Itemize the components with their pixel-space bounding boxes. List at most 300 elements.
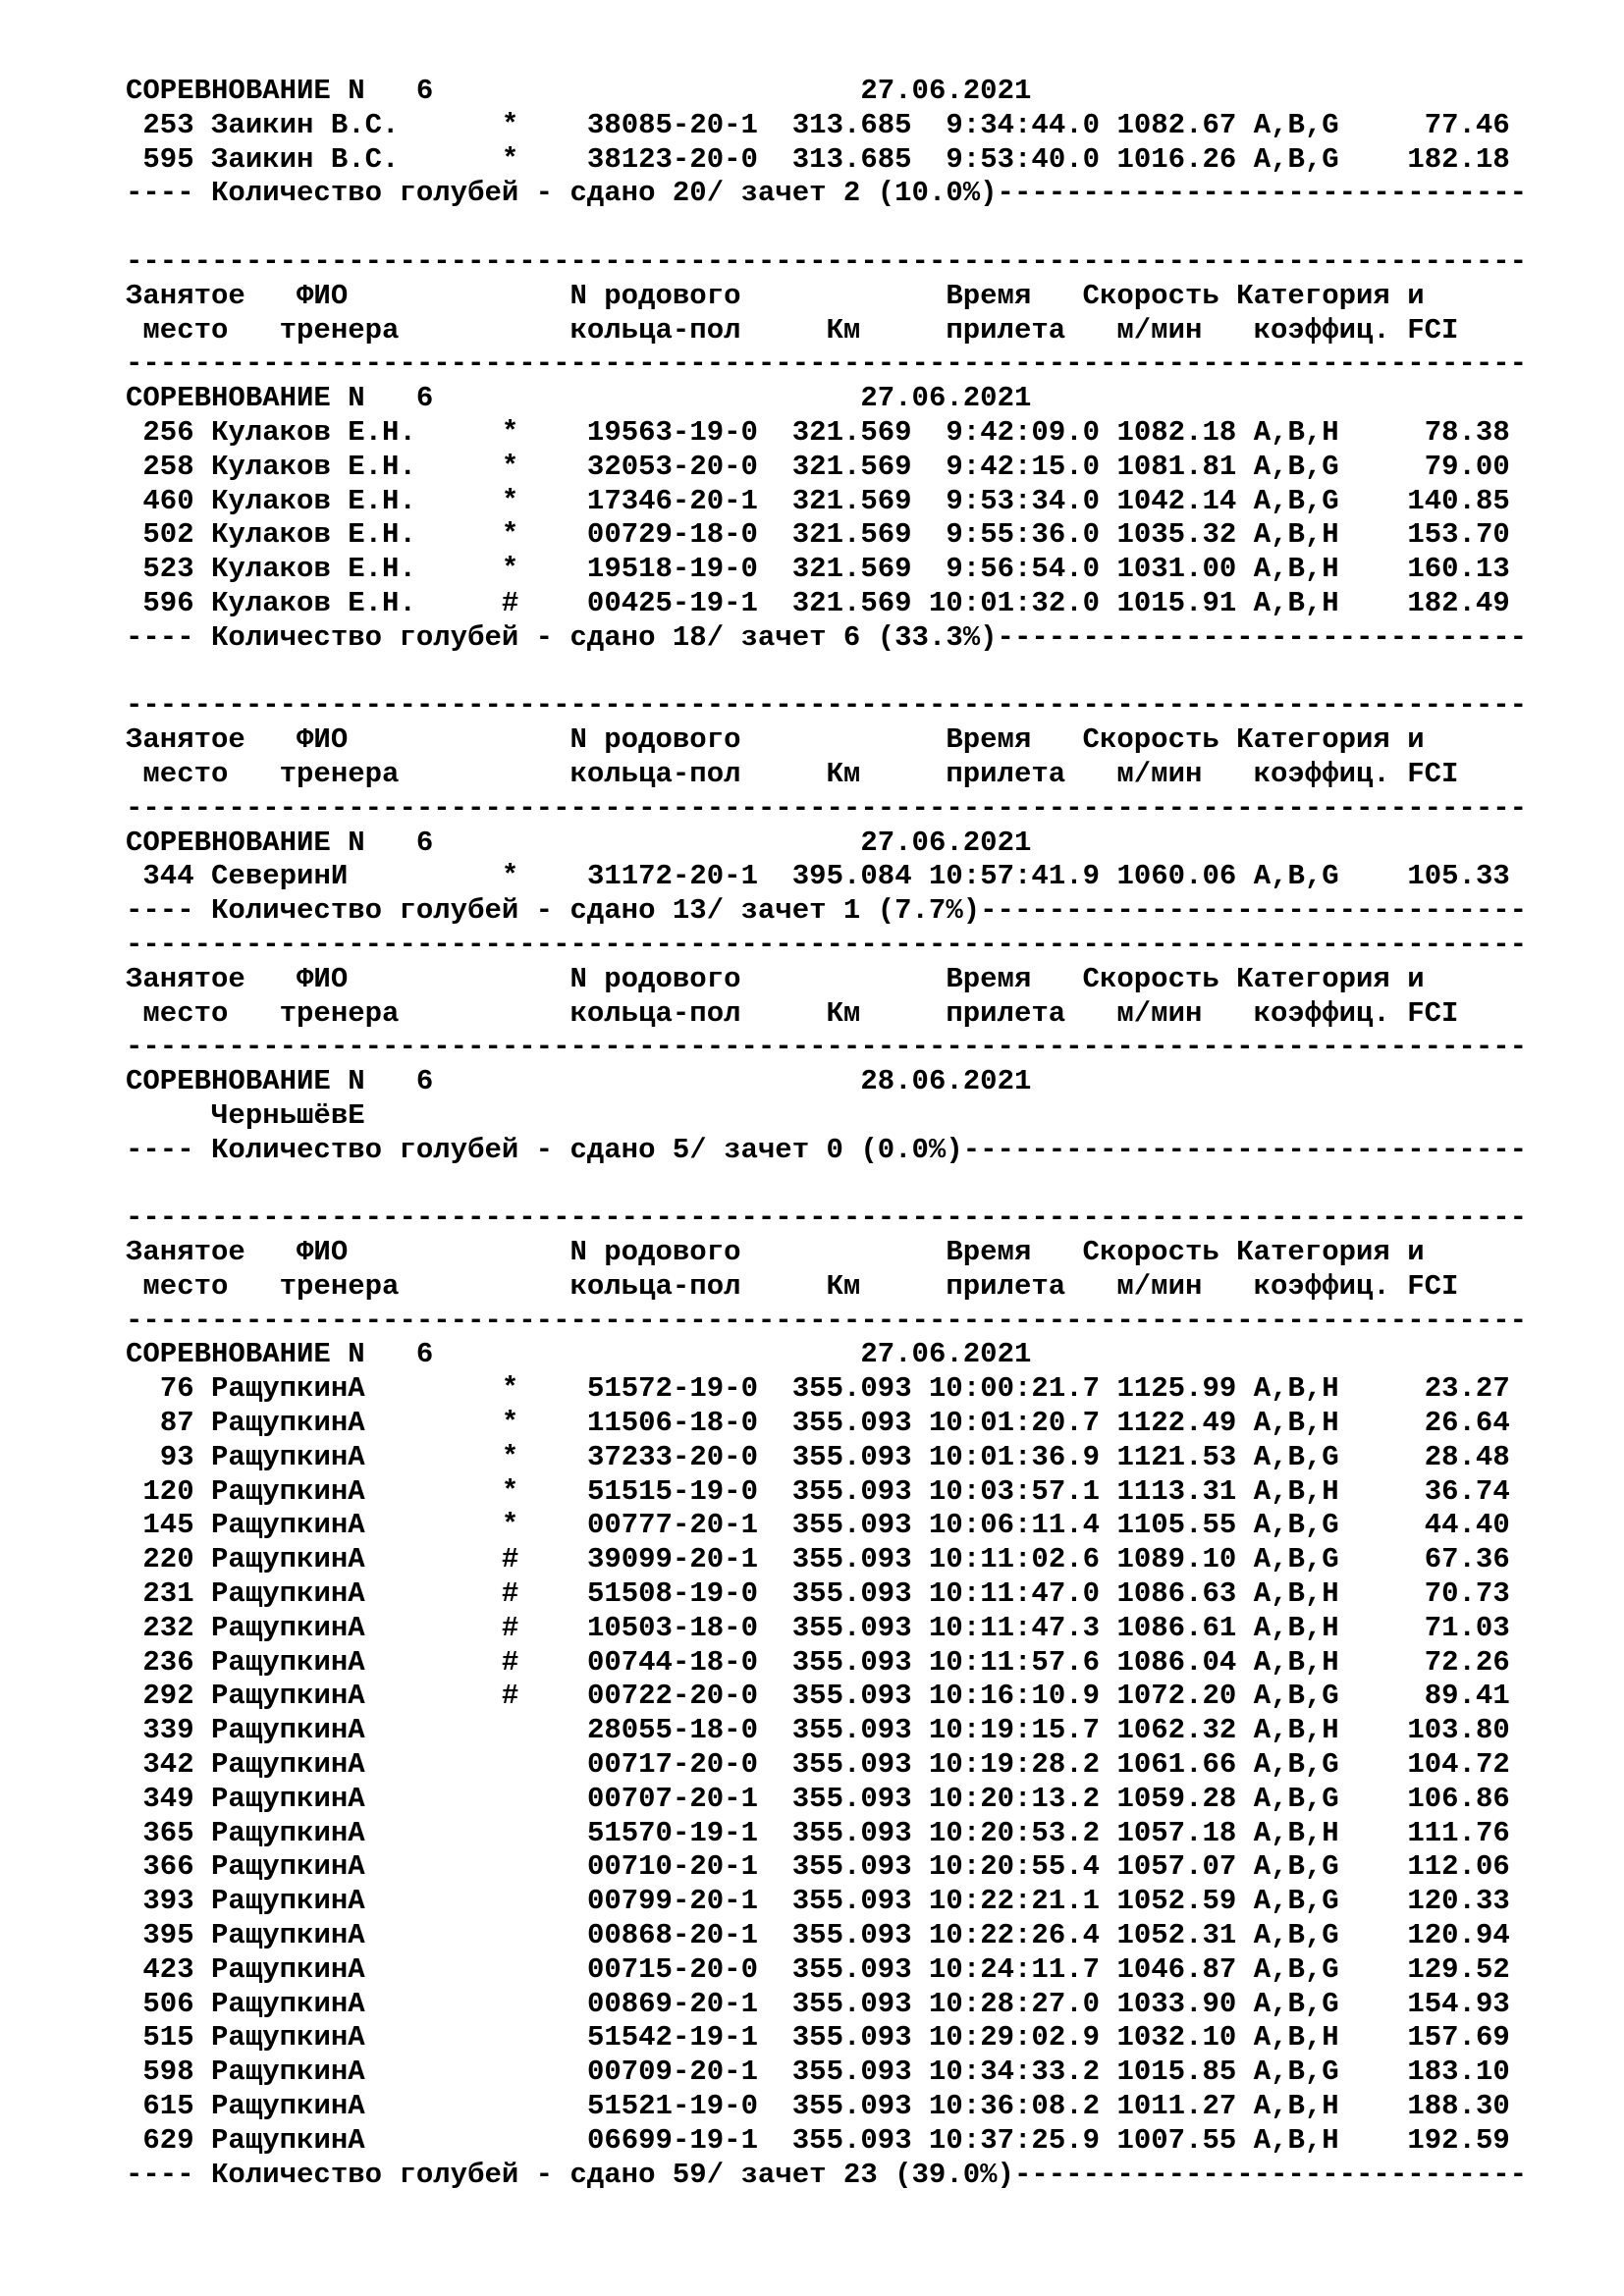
- place-cell: 76: [159, 1372, 194, 1406]
- distance-km: 355.093: [791, 1440, 912, 1473]
- divider-line: ----------------------------------------------------------------------------------: [126, 689, 1528, 722]
- ring-number: 10503-18-0: [586, 1611, 758, 1644]
- trainer-name: РащупкинА: [211, 1543, 365, 1576]
- column-header-line-1: [126, 1236, 1527, 1270]
- arrival-time: 10:03:57.1: [929, 1474, 1101, 1508]
- ring-number: 00709-20-1: [586, 2056, 758, 2089]
- results-printout: [126, 75, 1527, 2192]
- fci-cell: 26.64: [1424, 1407, 1510, 1440]
- summary-text: Количество голубей - сдано 20/ зачет 2 (10.0%): [211, 177, 998, 210]
- ring-number: 11506-18-0: [586, 1407, 758, 1440]
- summary-line: ---- Количество голубей - сдано 5/ зачет 0 (0.0%)---------------------------------: [126, 1133, 1528, 1166]
- place-cell: 232: [142, 1611, 194, 1644]
- divider-line: ----------------------------------------------------------------------------------: [126, 1201, 1528, 1235]
- place-cell: 344: [142, 860, 194, 893]
- result-row: [126, 1919, 1527, 1953]
- place-cell: 395: [142, 1919, 194, 1952]
- fci-cell: 71.03: [1424, 1611, 1510, 1644]
- speed-cell: 1125.99: [1116, 1372, 1237, 1406]
- trainer-name: Кулаков Е.Н.: [211, 553, 416, 586]
- trainer-name: РащупкинА: [211, 2056, 365, 2089]
- distance-km: 355.093: [791, 1919, 912, 1952]
- trainer-name: РащупкинА: [211, 1850, 365, 1884]
- competition-date: 27.06.2021: [860, 382, 1032, 415]
- result-row: [126, 1372, 1527, 1407]
- fci-cell: 77.46: [1424, 108, 1510, 141]
- column-header-line-1: [126, 280, 1527, 314]
- distance-km: 313.685: [791, 108, 912, 141]
- ring-number: 00425-19-1: [586, 586, 758, 619]
- arrival-time: 10:19:28.2: [929, 1748, 1101, 1782]
- category-cell: A,B,G: [1253, 1748, 1339, 1782]
- result-row: [126, 1817, 1527, 1851]
- arrival-time: 10:28:27.0: [929, 1987, 1101, 2020]
- summary-text: Количество голубей - сдано 13/ зачет 1 (7.7%): [211, 894, 981, 928]
- arrival-time: 10:22:21.1: [929, 1885, 1101, 1918]
- column-header-text: место тренера кольца-пол Км прилета м/мин коэффиц. FCI: [126, 313, 1459, 347]
- category-cell: A,B,H: [1253, 2021, 1339, 2055]
- column-header-line-2: [126, 997, 1527, 1032]
- trainer-name: РащупкинА: [211, 1645, 365, 1679]
- mark-cell: *: [501, 415, 519, 449]
- arrival-time: 10:34:33.2: [929, 2056, 1101, 2089]
- competition-date: 28.06.2021: [860, 1065, 1032, 1098]
- ring-number: 00799-20-1: [586, 1885, 758, 1918]
- mark-cell: #: [501, 1611, 519, 1644]
- arrival-time: 10:37:25.9: [929, 2123, 1101, 2157]
- result-row: [126, 518, 1527, 553]
- place-cell: 93: [159, 1440, 194, 1473]
- arrival-time: 9:53:34.0: [946, 484, 1101, 517]
- distance-km: 355.093: [791, 1543, 912, 1576]
- fci-cell: 140.85: [1407, 484, 1510, 517]
- category-cell: A,B,H: [1253, 586, 1339, 619]
- speed-cell: 1105.55: [1116, 1509, 1237, 1542]
- result-row: [126, 1407, 1527, 1441]
- speed-cell: 1007.55: [1116, 2123, 1237, 2157]
- distance-km: 355.093: [791, 1645, 912, 1679]
- ring-number: 19563-19-0: [586, 415, 758, 449]
- mark-cell: #: [501, 586, 519, 619]
- result-row: [126, 143, 1527, 178]
- column-header-line-2: [126, 758, 1527, 792]
- arrival-time: 9:42:09.0: [946, 415, 1101, 449]
- column-header-text: место тренера кольца-пол Км прилета м/мин коэффиц. FCI: [126, 757, 1459, 790]
- trainer-name: Кулаков Е.Н.: [211, 484, 416, 517]
- blank-line: [126, 1168, 1527, 1202]
- distance-km: 321.569: [791, 484, 912, 517]
- speed-cell: 1033.90: [1116, 1987, 1237, 2020]
- trainer-name: РащупкинА: [211, 1987, 365, 2020]
- ring-number: 00868-20-1: [586, 1919, 758, 1952]
- arrival-time: 10:11:47.0: [929, 1577, 1101, 1611]
- ring-number: 00717-20-0: [586, 1748, 758, 1782]
- category-cell: A,B,G: [1253, 108, 1339, 141]
- distance-km: 395.084: [791, 860, 912, 893]
- arrival-time: 10:00:21.7: [929, 1372, 1101, 1406]
- divider-line: ----------------------------------------------------------------------------------: [126, 1304, 1528, 1337]
- arrival-time: 10:24:11.7: [929, 1952, 1101, 1986]
- blank-line: [126, 211, 1527, 245]
- fci-cell: 36.74: [1424, 1474, 1510, 1508]
- result-row: [126, 1783, 1527, 1817]
- distance-km: 321.569: [791, 450, 912, 483]
- fci-cell: 106.86: [1407, 1782, 1510, 1815]
- blank-line: [126, 656, 1527, 690]
- trainer-name: РащупкинА: [211, 1816, 365, 1849]
- speed-cell: 1015.91: [1116, 586, 1237, 619]
- divider-line: ----------------------------------------------------------------------------------: [126, 791, 1528, 825]
- distance-km: 355.093: [791, 1816, 912, 1849]
- column-header-text: Занятое ФИО N родового Время Скорость Категория и: [126, 1236, 1425, 1269]
- competition-label: СОРЕВНОВАНИЕ N 6: [126, 826, 434, 859]
- trainer-name: РащупкинА: [211, 1440, 365, 1473]
- summary-line: ---- Количество голубей - сдано 18/ зачет 6 (33.3%)-------------------------------: [126, 620, 1528, 654]
- distance-km: 355.093: [791, 2090, 912, 2123]
- distance-km: 321.569: [791, 553, 912, 586]
- speed-cell: 1057.07: [1116, 1850, 1237, 1884]
- fci-cell: 112.06: [1407, 1850, 1510, 1884]
- column-header-line-2: [126, 314, 1527, 348]
- trainer-name: РащупкинА: [211, 2123, 365, 2157]
- speed-cell: 1086.04: [1116, 1645, 1237, 1679]
- category-cell: A,B,H: [1253, 518, 1339, 552]
- ring-number: 19518-19-0: [586, 553, 758, 586]
- category-cell: A,B,H: [1253, 1372, 1339, 1406]
- result-row: [126, 109, 1527, 143]
- column-header-text: Занятое ФИО N родового Время Скорость Категория и: [126, 723, 1425, 757]
- category-cell: A,B,G: [1253, 484, 1339, 517]
- place-cell: 349: [142, 1782, 194, 1815]
- ring-number: 00744-18-0: [586, 1645, 758, 1679]
- ring-number: 51521-19-0: [586, 2090, 758, 2123]
- trainer-name: РащупкинА: [211, 1885, 365, 1918]
- distance-km: 313.685: [791, 142, 912, 176]
- mark-cell: *: [501, 860, 519, 893]
- competition-label: СОРЕВНОВАНИЕ N 6: [126, 1338, 434, 1371]
- fci-cell: 23.27: [1424, 1372, 1510, 1406]
- trainer-name: СеверинИ: [211, 860, 349, 893]
- speed-cell: 1015.85: [1116, 2056, 1237, 2089]
- arrival-time: 10:01:20.7: [929, 1407, 1101, 1440]
- fci-cell: 183.10: [1407, 2056, 1510, 2089]
- place-cell: 339: [142, 1714, 194, 1747]
- place-cell: 256: [142, 415, 194, 449]
- place-cell: 598: [142, 2056, 194, 2089]
- category-cell: A,B,H: [1253, 1577, 1339, 1611]
- place-cell: 515: [142, 2021, 194, 2055]
- category-cell: A,B,H: [1253, 1645, 1339, 1679]
- fci-cell: 153.70: [1407, 518, 1510, 552]
- result-row: [126, 2021, 1527, 2056]
- result-row: [126, 1714, 1527, 1748]
- ring-number: 32053-20-0: [586, 450, 758, 483]
- arrival-time: 10:01:32.0: [929, 586, 1101, 619]
- speed-cell: 1060.06: [1116, 860, 1237, 893]
- mark-cell: #: [501, 1577, 519, 1611]
- category-cell: A,B,G: [1253, 142, 1339, 176]
- place-cell: 87: [159, 1407, 194, 1440]
- result-row: [126, 416, 1527, 451]
- category-cell: A,B,H: [1253, 1714, 1339, 1747]
- fci-cell: 129.52: [1407, 1952, 1510, 1986]
- place-cell: 342: [142, 1748, 194, 1782]
- result-row: [126, 1748, 1527, 1783]
- result-row: [126, 1543, 1527, 1577]
- competition-header: [126, 1065, 1527, 1099]
- fci-cell: 28.48: [1424, 1440, 1510, 1473]
- ring-number: 38123-20-0: [586, 142, 758, 176]
- mark-cell: *: [501, 1407, 519, 1440]
- speed-cell: 1052.59: [1116, 1885, 1237, 1918]
- trainer-name: РащупкинА: [211, 1509, 365, 1542]
- trainer-name: РащупкинА: [211, 1407, 365, 1440]
- mark-cell: *: [501, 1372, 519, 1406]
- competition-date: 27.06.2021: [860, 75, 1032, 107]
- trainer-name: Кулаков Е.Н.: [211, 450, 416, 483]
- category-cell: A,B,G: [1253, 1543, 1339, 1576]
- category-cell: A,B,G: [1253, 1509, 1339, 1542]
- fci-cell: 182.18: [1407, 142, 1510, 176]
- place-cell: 292: [142, 1680, 194, 1713]
- speed-cell: 1011.27: [1116, 2090, 1237, 2123]
- ring-number: 31172-20-1: [586, 860, 758, 893]
- place-cell: 253: [142, 108, 194, 141]
- speed-cell: 1057.18: [1116, 1816, 1237, 1849]
- result-row: [126, 1441, 1527, 1475]
- mark-cell: *: [501, 1474, 519, 1508]
- distance-km: 355.093: [791, 1611, 912, 1644]
- ring-number: 37233-20-0: [586, 1440, 758, 1473]
- place-cell: 393: [142, 1885, 194, 1918]
- trainer-name: Кулаков Е.Н.: [211, 518, 416, 552]
- trainer-name: РащупкинА: [211, 1611, 365, 1644]
- mark-cell: #: [501, 1645, 519, 1679]
- arrival-time: 9:55:36.0: [946, 518, 1101, 552]
- column-header-line-2: [126, 1270, 1527, 1305]
- speed-cell: 1082.67: [1116, 108, 1237, 141]
- ring-number: 00777-20-1: [586, 1509, 758, 1542]
- ring-number: 51542-19-1: [586, 2021, 758, 2055]
- mark-cell: *: [501, 484, 519, 517]
- fci-cell: 120.94: [1407, 1919, 1510, 1952]
- distance-km: 355.093: [791, 1952, 912, 1986]
- ring-number: 51515-19-0: [586, 1474, 758, 1508]
- mark-cell: *: [501, 553, 519, 586]
- divider-line: ----------------------------------------------------------------------------------: [126, 244, 1528, 278]
- summary-text: Количество голубей - сдано 18/ зачет 6 (33.3%): [211, 620, 998, 654]
- speed-cell: 1086.61: [1116, 1611, 1237, 1644]
- result-row: [126, 1577, 1527, 1612]
- trainer-name: РащупкинА: [211, 1714, 365, 1747]
- fci-cell: 160.13: [1407, 553, 1510, 586]
- ring-number: 06699-19-1: [586, 2123, 758, 2157]
- ring-number: 00710-20-1: [586, 1850, 758, 1884]
- arrival-time: 10:29:02.9: [929, 2021, 1101, 2055]
- distance-km: 321.569: [791, 415, 912, 449]
- fci-cell: 188.30: [1407, 2090, 1510, 2123]
- competition-header: [126, 382, 1527, 416]
- speed-cell: 1082.18: [1116, 415, 1237, 449]
- competition-date: 27.06.2021: [860, 826, 1032, 859]
- trainer-name: РащупкинА: [211, 1952, 365, 1986]
- category-cell: A,B,G: [1253, 1440, 1339, 1473]
- place-cell: 231: [142, 1577, 194, 1611]
- place-cell: 220: [142, 1543, 194, 1576]
- trainer-name: РащупкинА: [211, 1372, 365, 1406]
- mark-cell: *: [501, 108, 519, 141]
- speed-cell: 1052.31: [1116, 1919, 1237, 1952]
- fci-cell: 182.49: [1407, 586, 1510, 619]
- fci-cell: 104.72: [1407, 1748, 1510, 1782]
- arrival-time: 10:11:57.6: [929, 1645, 1101, 1679]
- competition-header: [126, 75, 1527, 109]
- column-header-text: место тренера кольца-пол Км прилета м/мин коэффиц. FCI: [126, 996, 1459, 1030]
- fci-cell: 120.33: [1407, 1885, 1510, 1918]
- speed-cell: 1035.32: [1116, 518, 1237, 552]
- fci-cell: 89.41: [1424, 1680, 1510, 1713]
- competition-header: [126, 1338, 1527, 1372]
- result-row: [126, 553, 1527, 587]
- distance-km: 355.093: [791, 1850, 912, 1884]
- place-cell: 460: [142, 484, 194, 517]
- ring-number: 00715-20-0: [586, 1952, 758, 1986]
- category-cell: A,B,H: [1253, 553, 1339, 586]
- summary-text: Количество голубей - сдано 59/ зачет 23 (39.0%): [211, 2158, 1014, 2191]
- category-cell: A,B,G: [1253, 2056, 1339, 2089]
- mark-cell: *: [501, 518, 519, 552]
- arrival-time: 9:56:54.0: [946, 553, 1101, 586]
- competition-date: 27.06.2021: [860, 1338, 1032, 1371]
- category-cell: A,B,G: [1253, 860, 1339, 893]
- competition-label: СОРЕВНОВАНИЕ N 6: [126, 75, 434, 107]
- place-cell: 258: [142, 450, 194, 483]
- result-row: [126, 2124, 1527, 2159]
- place-cell: 523: [142, 553, 194, 586]
- fci-cell: 105.33: [1407, 860, 1510, 893]
- category-cell: A,B,H: [1253, 1611, 1339, 1644]
- fci-cell: 154.93: [1407, 1987, 1510, 2020]
- ring-number: 00722-20-0: [586, 1680, 758, 1713]
- place-cell: 502: [142, 518, 194, 552]
- trainer-name: РащупкинА: [211, 2090, 365, 2123]
- arrival-time: 10:36:08.2: [929, 2090, 1101, 2123]
- ring-number: 51508-19-0: [586, 1577, 758, 1611]
- distance-km: 355.093: [791, 2123, 912, 2157]
- speed-cell: 1113.31: [1116, 1474, 1237, 1508]
- result-row: [126, 1475, 1527, 1510]
- place-cell: 595: [142, 142, 194, 176]
- distance-km: 355.093: [791, 1372, 912, 1406]
- category-cell: A,B,H: [1253, 415, 1339, 449]
- competition-header: [126, 827, 1527, 861]
- fci-cell: 103.80: [1407, 1714, 1510, 1747]
- arrival-time: 9:53:40.0: [946, 142, 1101, 176]
- fci-cell: 192.59: [1407, 2123, 1510, 2157]
- mark-cell: #: [501, 1543, 519, 1576]
- place-cell: 366: [142, 1850, 194, 1884]
- place-cell: 423: [142, 1952, 194, 1986]
- fci-cell: 111.76: [1407, 1816, 1510, 1849]
- arrival-time: 10:06:11.4: [929, 1509, 1101, 1542]
- speed-cell: 1086.63: [1116, 1577, 1237, 1611]
- category-cell: A,B,H: [1253, 2123, 1339, 2157]
- category-cell: A,B,G: [1253, 1952, 1339, 1986]
- speed-cell: 1046.87: [1116, 1952, 1237, 1986]
- speed-cell: 1061.66: [1116, 1748, 1237, 1782]
- column-header-line-1: [126, 723, 1527, 758]
- ring-number: 39099-20-1: [586, 1543, 758, 1576]
- arrival-time: 10:20:53.2: [929, 1816, 1101, 1849]
- speed-cell: 1122.49: [1116, 1407, 1237, 1440]
- distance-km: 355.093: [791, 1987, 912, 2020]
- result-row: [126, 1612, 1527, 1646]
- distance-km: 355.093: [791, 1680, 912, 1713]
- mark-cell: #: [501, 1680, 519, 1713]
- result-row: [126, 485, 1527, 519]
- column-header-text: место тренера кольца-пол Км прилета м/мин коэффиц. FCI: [126, 1269, 1459, 1303]
- distance-km: 355.093: [791, 1782, 912, 1815]
- column-header-line-1: [126, 963, 1527, 997]
- place-cell: 236: [142, 1645, 194, 1679]
- arrival-time: 10:11:02.6: [929, 1543, 1101, 1576]
- summary-line: ---- Количество голубей - сдано 20/ зачет 2 (10.0%)-------------------------------: [126, 177, 1528, 210]
- result-row: [126, 587, 1527, 621]
- competition-label: СОРЕВНОВАНИЕ N 6: [126, 382, 434, 415]
- arrival-time: 10:22:26.4: [929, 1919, 1101, 1952]
- category-cell: A,B,H: [1253, 2090, 1339, 2123]
- ring-number: 00729-18-0: [586, 518, 758, 552]
- trainer-name: РащупкинА: [211, 1919, 365, 1952]
- category-cell: A,B,G: [1253, 1919, 1339, 1952]
- speed-cell: 1081.81: [1116, 450, 1237, 483]
- summary-text: Количество голубей - сдано 5/ зачет 0 (0.0%): [211, 1133, 963, 1166]
- distance-km: 355.093: [791, 2056, 912, 2089]
- place-cell: 120: [142, 1474, 194, 1508]
- place-cell: 365: [142, 1816, 194, 1849]
- distance-km: 355.093: [791, 1714, 912, 1747]
- result-row: [126, 1680, 1527, 1714]
- ring-number: 51570-19-1: [586, 1816, 758, 1849]
- ring-number: 28055-18-0: [586, 1714, 758, 1747]
- summary-line: ---- Количество голубей - сдано 13/ зачет 1 (7.7%)--------------------------------: [126, 894, 1528, 928]
- arrival-time: 10:19:15.7: [929, 1714, 1101, 1747]
- trainer-name: ЧерньшёвЕ: [211, 1098, 365, 1132]
- result-row: [126, 451, 1527, 485]
- place-cell: 506: [142, 1987, 194, 2020]
- arrival-time: 10:20:55.4: [929, 1850, 1101, 1884]
- trainer-name: РащупкинА: [211, 1577, 365, 1611]
- category-cell: A,B,G: [1253, 1885, 1339, 1918]
- arrival-time: 10:57:41.9: [929, 860, 1101, 893]
- speed-cell: 1031.00: [1116, 553, 1237, 586]
- place-cell: 596: [142, 586, 194, 619]
- speed-cell: 1089.10: [1116, 1543, 1237, 1576]
- trainer-name: Заикин В.С.: [211, 108, 400, 141]
- result-row: [126, 2090, 1527, 2124]
- distance-km: 321.569: [791, 518, 912, 552]
- result-row: [126, 1509, 1527, 1543]
- fci-cell: 67.36: [1424, 1543, 1510, 1576]
- speed-cell: 1062.32: [1116, 1714, 1237, 1747]
- speed-cell: 1032.10: [1116, 2021, 1237, 2055]
- place-cell: 629: [142, 2123, 194, 2157]
- result-row: [126, 860, 1527, 894]
- speed-cell: 1016.26: [1116, 142, 1237, 176]
- mark-cell: *: [501, 1440, 519, 1473]
- arrival-time: 10:11:47.3: [929, 1611, 1101, 1644]
- divider-line: ----------------------------------------------------------------------------------: [126, 347, 1528, 381]
